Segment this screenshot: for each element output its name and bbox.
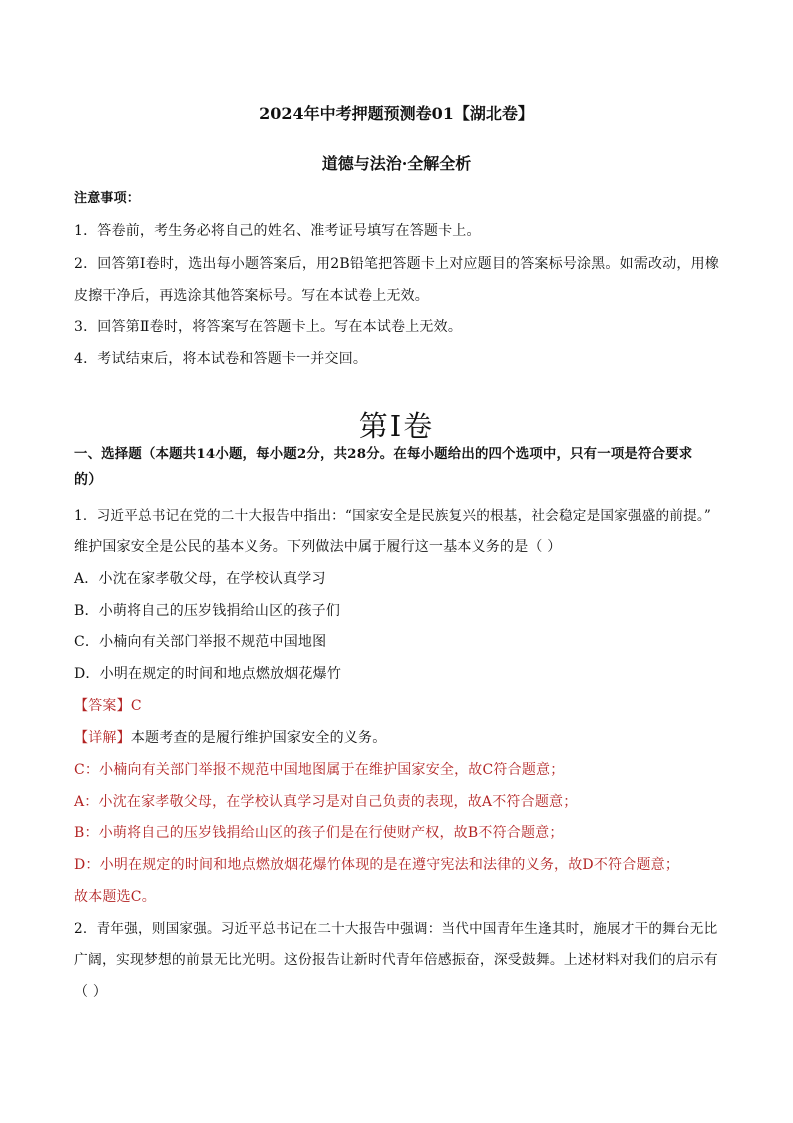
document-title: 2024年中考押题预测卷01【湖北卷】 [259,104,534,123]
q1-option-b: B．小萌将自己的压岁钱捐给山区的孩子们 [74,603,341,619]
document-subtitle: 道德与法治·全解全析 [321,154,472,173]
section-instruction-cont: 的） [74,472,103,488]
q1-stem: 1．习近平总书记在党的二十大报告中指出：“国家安全是民族复兴的根基，社会稳定是国家强盛的前提。” [74,508,712,524]
q1-option-a: A．小沈在家孝敬父母，在学校认真学习 [74,571,326,587]
q1-analysis-d: D：小明在规定的时间和地点燃放烟花爆竹体现的是在遵守宪法和法律的义务，故D不符合题意； [74,857,680,873]
q1-detail [74,728,719,748]
q2-stem: 2．青年强，则国家强。习近平总书记在二十大报告中强调：当代中国青年生逢其时，施展才干的舞台无比 [74,921,718,937]
notice-item-2-cont: 皮擦干净后，再选涂其他答案标号。写在本试卷上无效。 [74,288,429,304]
q1-conclusion: 故本题选C。 [74,889,156,905]
notice-item-3: 3．回答第Ⅱ卷时，将答案写在答题卡上。写在本试卷上无效。 [74,319,463,335]
q1-stem-cont: 维护国家安全是公民的基本义务。下列做法中属于履行这一基本义务的是（ ） [74,539,562,555]
q1-option-c: C．小楠向有关部门举报不规范中国地图 [74,634,327,650]
detail-tag: 【详解】 [74,730,131,746]
detail-text: 本题考查的是履行维护国家安全的义务。 [130,730,387,746]
q2-stem-cont: 广阔，实现梦想的前景无比光明。这份报告让新时代青年倍感振奋，深受鼓舞。上述材料对我们的启示有 [74,952,718,968]
notice-heading: 注意事项： [74,191,141,206]
q1-answer [74,696,719,716]
notice-item-2: 2．回答第Ⅰ卷时，选出每小题答案后，用2B铅笔把答题卡上对应题目的答案标号涂黑。如需改动，用橡 [74,256,720,272]
section-instruction: 一、选择题（本题共14小题，每小题2分，共28分。在每小题给出的四个选项中，只有一项是符合要求 [74,446,693,462]
q2-stem-paren: （ ） [74,984,108,1000]
answer-tag: 【答案】 [74,698,131,714]
notice-item-4: 4．考试结束后，将本试卷和答题卡一并交回。 [74,351,368,367]
q1-analysis-a: A：小沈在家孝敬父母，在学校认真学习是对自己负责的表现，故A不符合题意； [74,794,578,810]
answer-value: C [130,698,142,714]
q1-analysis-b: B：小萌将自己的压岁钱捐给山区的孩子们是在行使财产权，故B不符合题意； [74,825,564,841]
notice-item-1: 1．答卷前，考生务必将自己的姓名、准考证号填写在答题卡上。 [74,223,481,239]
q1-analysis-c: C：小楠向有关部门举报不规范中国地图属于在维护国家安全，故C符合题意； [74,762,565,778]
section-title: 第Ⅰ卷 [358,409,435,443]
q1-option-d: D．小明在规定的时间和地点燃放烟花爆竹 [74,666,342,682]
